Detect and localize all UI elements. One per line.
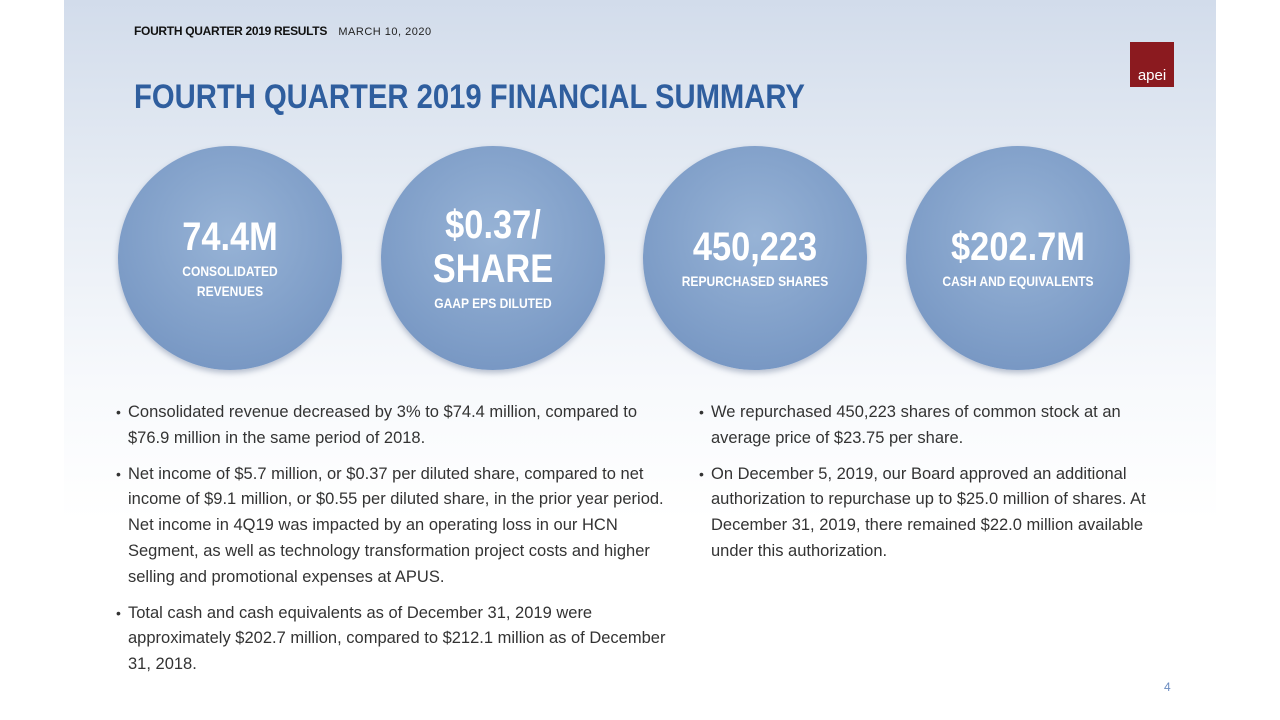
bullet-item: • We repurchased 450,223 shares of common stock at an average price of $23.75 per share. bbox=[699, 400, 1167, 452]
bullet-item: • On December 5, 2019, our Board approved an additional authorization to repurchase up to $25.0 million of shares. At December 31, 2019, there remained $22.0 million available under this authorization. bbox=[699, 462, 1167, 565]
page-number: 4 bbox=[1164, 680, 1171, 694]
metric-label: CONSOLIDATED bbox=[182, 263, 278, 279]
metric-label: CASH AND EQUIVALENTS bbox=[942, 273, 1094, 289]
bullet-item: • Consolidated revenue decreased by 3% to $74.4 million, compared to $76.9 million in the same period of 2018. bbox=[116, 400, 676, 452]
metric-label: REVENUES bbox=[196, 283, 264, 299]
metric-label: REPURCHASED SHARES bbox=[681, 273, 829, 289]
metric-circle-cash bbox=[906, 146, 1130, 370]
right-bullet-list bbox=[699, 400, 1167, 575]
metric-value: $0.37/ bbox=[445, 203, 541, 247]
metric-value: 450,223 bbox=[692, 225, 818, 269]
metric-circle-eps bbox=[381, 146, 605, 370]
metric-circle-revenues bbox=[118, 146, 342, 370]
metric-label: GAAP EPS DILUTED bbox=[434, 295, 552, 311]
metric-value: SHARE bbox=[432, 247, 554, 291]
metric-value: 74.4M bbox=[182, 215, 278, 259]
logo-text: apei bbox=[1137, 67, 1167, 84]
bullet-item: • Total cash and cash equivalents as of December 31, 2019 were approximately $202.7 million, compared to $212.1 million as of December 31, 2018. bbox=[116, 601, 676, 678]
slide-header bbox=[134, 24, 432, 38]
metric-circle-repurchased bbox=[643, 146, 867, 370]
left-bullet-list bbox=[116, 400, 676, 688]
header-date: MARCH 10, 2020 bbox=[338, 26, 432, 38]
metric-value: $202.7M bbox=[951, 225, 1085, 269]
apei-logo bbox=[1130, 42, 1174, 87]
results-label: FOURTH QUARTER 2019 RESULTS bbox=[134, 24, 328, 38]
bullet-item: • Net income of $5.7 million, or $0.37 per diluted share, compared to net income of $9.1 million, or $0.55 per diluted share, in the prior year period. Net income in 4Q19 was impacted by an operating loss in our HCN Segment, as well as technology transformation project costs and higher selling and promotional expenses at APUS. bbox=[116, 462, 676, 591]
page-title: FOURTH QUARTER 2019 FINANCIAL SUMMARY bbox=[134, 78, 805, 116]
